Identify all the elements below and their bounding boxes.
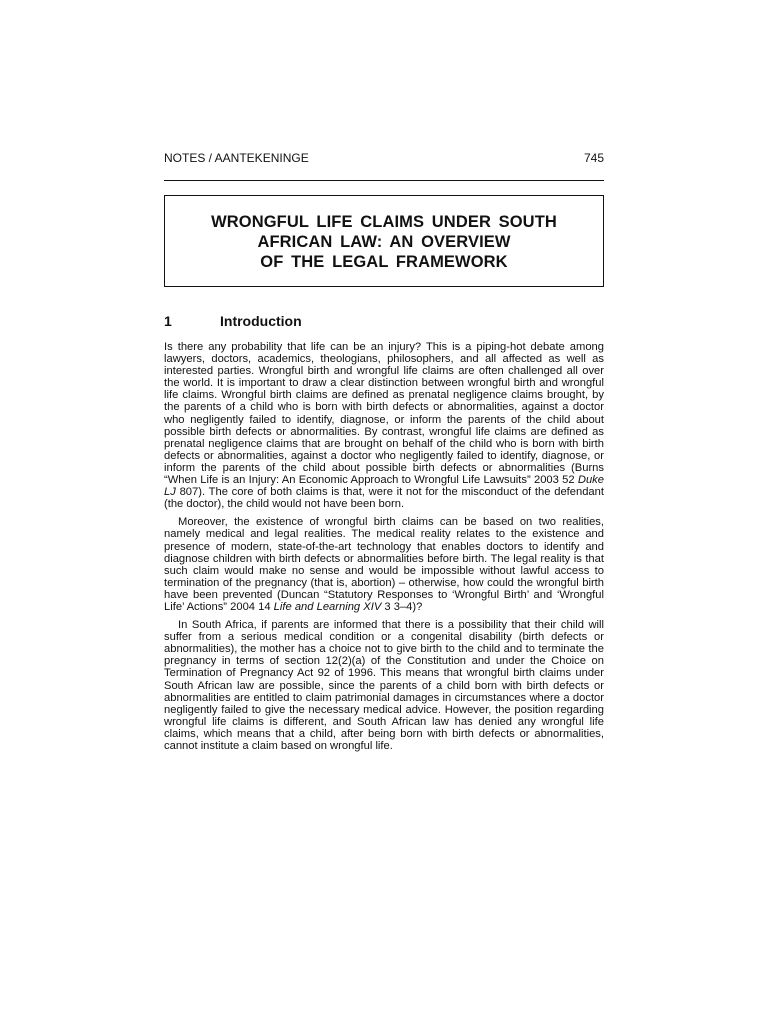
section-heading (164, 312, 604, 330)
document-page (164, 150, 604, 752)
article-title-box (164, 195, 604, 287)
paragraph-2-text: Moreover, the existence of wrongful birth claims can be based on two realities, namely medical and legal realities. The medical reality relates to the existence and presence of modern, state-of-the-art technology that enables doctors to identify and diagnose children with birth defects or abnormalities before birth. The legal reality is that such claim would make no sense and would be impossible without lawful access to termination of the pregnancy (that is, abortion) – otherwise, how could the wrongful birth have been prevented (Duncan “Statutory Responses to ‘Wrongful Birth’ and ‘Wrongful Life’ Actions” 2004 14 (164, 516, 604, 613)
article-title-line-2: AFRICAN LAW: AN OVERVIEW (257, 233, 511, 251)
paragraph-3: In South Africa, if parents are informed that there is a possibility that their child will suffer from a serious medical condition or a congenital disability (birth defects or abnormalities), the mother has a choice not to give birth to the child and to terminate the pregnancy in terms of section 12(2)(a) of the Constitution and under the Choice on Termination of Pregnancy Act 92 of 1996. This means that wrongful birth claims under South African law are possible, since the parents of a child born with birth defects or abnormalities are entitled to claim patrimonial damages in circumstances where a doctor negligently failed to give the necessary medical advice. However, the position regarding wrongful life claims is different, and South African law has denied any wrongful life claims, which means that a child, after being born with birth defects or abnormalities, cannot institute a claim based on wrongful life. (164, 619, 604, 752)
paragraph-1-text: Is there any probability that life can be an injury? This is a piping-hot debate among lawyers, doctors, academics, theologians, philosophers, and all affected as well as interested parties. Wrongful birth and wrongful life claims are often challenged all over the world. It is important to draw a clear distinction between wrongful birth and wrongful life claims. Wrongful birth claims are defined as prenatal negligence claims brought, by the parents of a child who is born with birth defects or abnormalities, against a doctor who negligently failed to identify, diagnose, or inform the parents of the child about possible birth defects or abnormalities. By contrast, wrongful life claims are defined as prenatal negligence claims that are brought on behalf of the child who is born with birth defects or abnormalities, against a doctor who negligently failed to identify, diagnose, or inform the parents of the child about possible birth defects or abnormalities (Burns “When Life is an Injury: An Economic Approach to Wrongful Life Lawsuits” 2003 52 (164, 341, 604, 487)
page-number: 745 (583, 151, 604, 165)
paragraph-2-text-end: 3 3–4)? (381, 600, 423, 613)
body-text (164, 341, 604, 752)
journal-section-label: NOTES / AANTEKENINGE (164, 151, 309, 165)
journal-citation-italic: Life and Learning XIV (273, 600, 382, 613)
paragraph-1 (164, 341, 604, 510)
article-title-line-1: WRONGFUL LIFE CLAIMS UNDER SOUTH (211, 213, 557, 231)
section-number: 1 (164, 313, 172, 329)
section-title: Introduction (220, 313, 302, 329)
paragraph-2 (164, 516, 604, 613)
journal-citation-italic: Duke LJ (164, 474, 604, 499)
running-header (164, 150, 604, 181)
article-title-line-3: OF THE LEGAL FRAMEWORK (260, 253, 508, 271)
paragraph-1-text-end: 807). The core of both claims is that, were it not for the misconduct of the defendant (the doctor), the child would not have been born. (164, 486, 604, 511)
